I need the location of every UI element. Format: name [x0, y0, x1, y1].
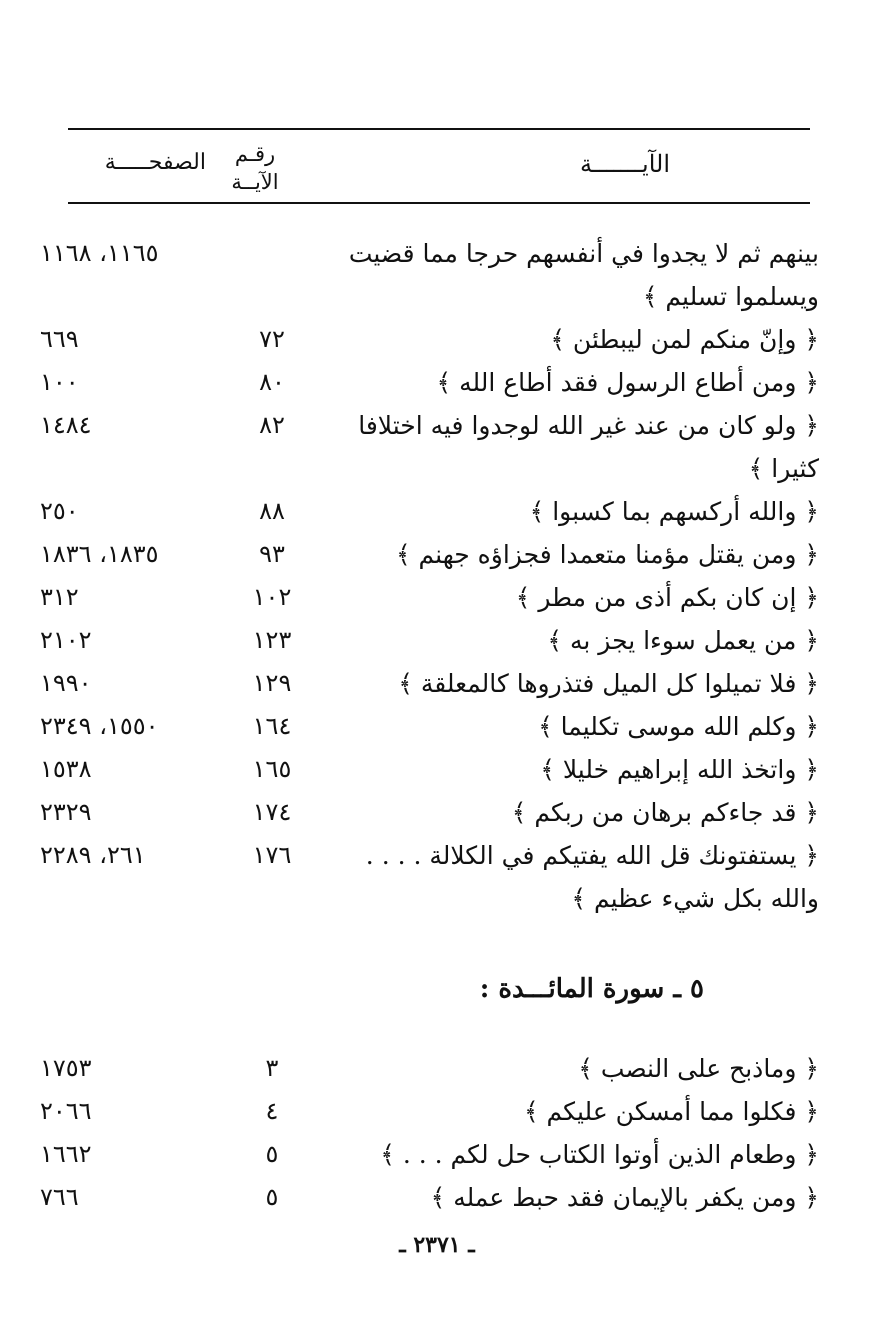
verse-text: ﴿ والله أركسهم بما كسبوا ﴾	[529, 497, 819, 526]
page-number: ـ ٢٣٧١ ـ	[399, 1232, 475, 1258]
index-row	[0, 834, 874, 920]
verse-number: ٨٢	[259, 411, 285, 439]
page-references: ١٥٥٠، ٢٣٤٩	[40, 712, 159, 740]
verse-column-header: الآيـــــــة	[579, 150, 670, 178]
index-row	[0, 1090, 874, 1133]
verse-text: ﴿ ومن أطاع الرسول فقد أطاع الله ﴾	[436, 368, 819, 397]
verse-number: ٥	[265, 1140, 279, 1168]
index-row	[0, 619, 874, 662]
index-row	[0, 361, 874, 404]
index-row	[0, 490, 874, 533]
verse-text: ﴿ إن كان بكم أذى من مطر ﴾	[515, 583, 819, 612]
verse-text: ﴿ وطعام الذين أوتوا الكتاب حل لكم . . . ﴾	[380, 1140, 819, 1169]
page-references: ٢٥٠	[40, 497, 79, 525]
verse-text: ﴿ يستفتونك قل الله يفتيكم في الكلالة . . . . والله بكل شيء عظيم ﴾	[365, 841, 819, 913]
page-references: ٢٣٢٩	[40, 798, 92, 826]
page-references: ١٤٨٤	[40, 411, 92, 439]
verse-number: ٤	[265, 1097, 279, 1125]
verse-number-header-line2: الآيــة	[231, 170, 279, 194]
page-references: ١٥٣٨	[40, 755, 92, 783]
index-row	[0, 1176, 874, 1219]
page-references: ١٧٥٣	[40, 1054, 92, 1082]
verse-number: ٨٠	[259, 368, 285, 396]
verse-number: ١٧٦	[252, 841, 292, 869]
header-bottom-rule	[68, 202, 810, 204]
page-references: ٣١٢	[40, 583, 79, 611]
index-row	[0, 533, 874, 576]
page-references: ٦٦٩	[40, 325, 79, 353]
section-gap	[0, 920, 874, 965]
surah-heading-row	[0, 965, 874, 1047]
verse-text: ﴿ وكلم الله موسى تكليما ﴾	[538, 712, 819, 741]
verse-number: ٩٣	[259, 540, 285, 568]
verse-number: ١٢٩	[252, 669, 292, 697]
page-references: ٢٦١، ٢٢٨٩	[40, 841, 146, 869]
entries-group-nisa	[0, 232, 874, 920]
verse-text: ﴿ ومن يقتل مؤمنا متعمدا فجزاؤه جهنم ﴾	[395, 540, 819, 569]
index-row	[0, 232, 874, 318]
verse-text: ﴿ فكلوا مما أمسكن عليكم ﴾	[523, 1097, 819, 1126]
verse-number: ١٦٤	[252, 712, 292, 740]
verse-text: ﴿ من يعمل سوءا يجز به ﴾	[547, 626, 819, 655]
verse-text: ﴿ قد جاءكم برهان من ربكم ﴾	[511, 798, 819, 827]
index-row	[0, 1047, 874, 1090]
page-references: ٢٠٦٦	[40, 1097, 92, 1125]
verse-number: ٥	[265, 1183, 279, 1211]
page-references: ١٦٦٢	[40, 1140, 92, 1168]
index-row	[0, 748, 874, 791]
verse-number: ٧٢	[259, 325, 285, 353]
verse-number: ١٦٥	[252, 755, 292, 783]
page-references: ١٠٠	[40, 368, 79, 396]
page-references: ١٩٩٠	[40, 669, 92, 697]
verse-text: ﴿ واتخذ الله إبراهيم خليلا ﴾	[540, 755, 819, 784]
verse-text: بينهم ثم لا يجدوا في أنفسهم حرجا مما قضيت ويسلموا تسليم ﴾	[348, 239, 819, 311]
verse-text: ﴿ فلا تميلوا كل الميل فتذروها كالمعلقة ﴾	[398, 669, 819, 698]
verse-number: ١٧٤	[252, 798, 292, 826]
index-entries	[0, 232, 874, 1219]
index-row	[0, 705, 874, 748]
verse-text: ﴿ ومن يكفر بالإيمان فقد حبط عمله ﴾	[430, 1183, 819, 1212]
index-row	[0, 318, 874, 361]
page-references: ١١٦٥، ١١٦٨	[40, 239, 159, 267]
page-references: ١٨٣٥، ١٨٣٦	[40, 540, 159, 568]
surah-heading: ٥ ـ سورة المائـــدة :	[479, 974, 704, 1004]
verse-number: ٣	[265, 1054, 279, 1082]
verse-number-column-header	[220, 140, 290, 196]
index-row	[0, 662, 874, 705]
verse-number: ١٢٣	[252, 626, 292, 654]
verse-number: ٨٨	[259, 497, 285, 525]
verse-number: ١٠٢	[252, 583, 292, 611]
page-references: ٢١٠٢	[40, 626, 92, 654]
entries-group-maidah	[0, 1047, 874, 1219]
page-references: ٧٦٦	[40, 1183, 79, 1211]
index-row	[0, 576, 874, 619]
header-top-rule	[68, 128, 810, 130]
index-row	[0, 791, 874, 834]
table-header	[68, 136, 810, 200]
verse-text: ﴿ وإنّ منكم لمن ليبطئن ﴾	[550, 325, 819, 354]
page-column-header: الصفحـــــة	[104, 150, 206, 175]
verse-text: ﴿ وماذبح على النصب ﴾	[578, 1054, 819, 1083]
verse-number-header-line1: رقـم	[234, 142, 276, 166]
verse-text: ﴿ ولو كان من عند غير الله لوجدوا فيه اختلافا كثيرا ﴾	[358, 411, 819, 483]
index-row	[0, 404, 874, 490]
index-row	[0, 1133, 874, 1176]
